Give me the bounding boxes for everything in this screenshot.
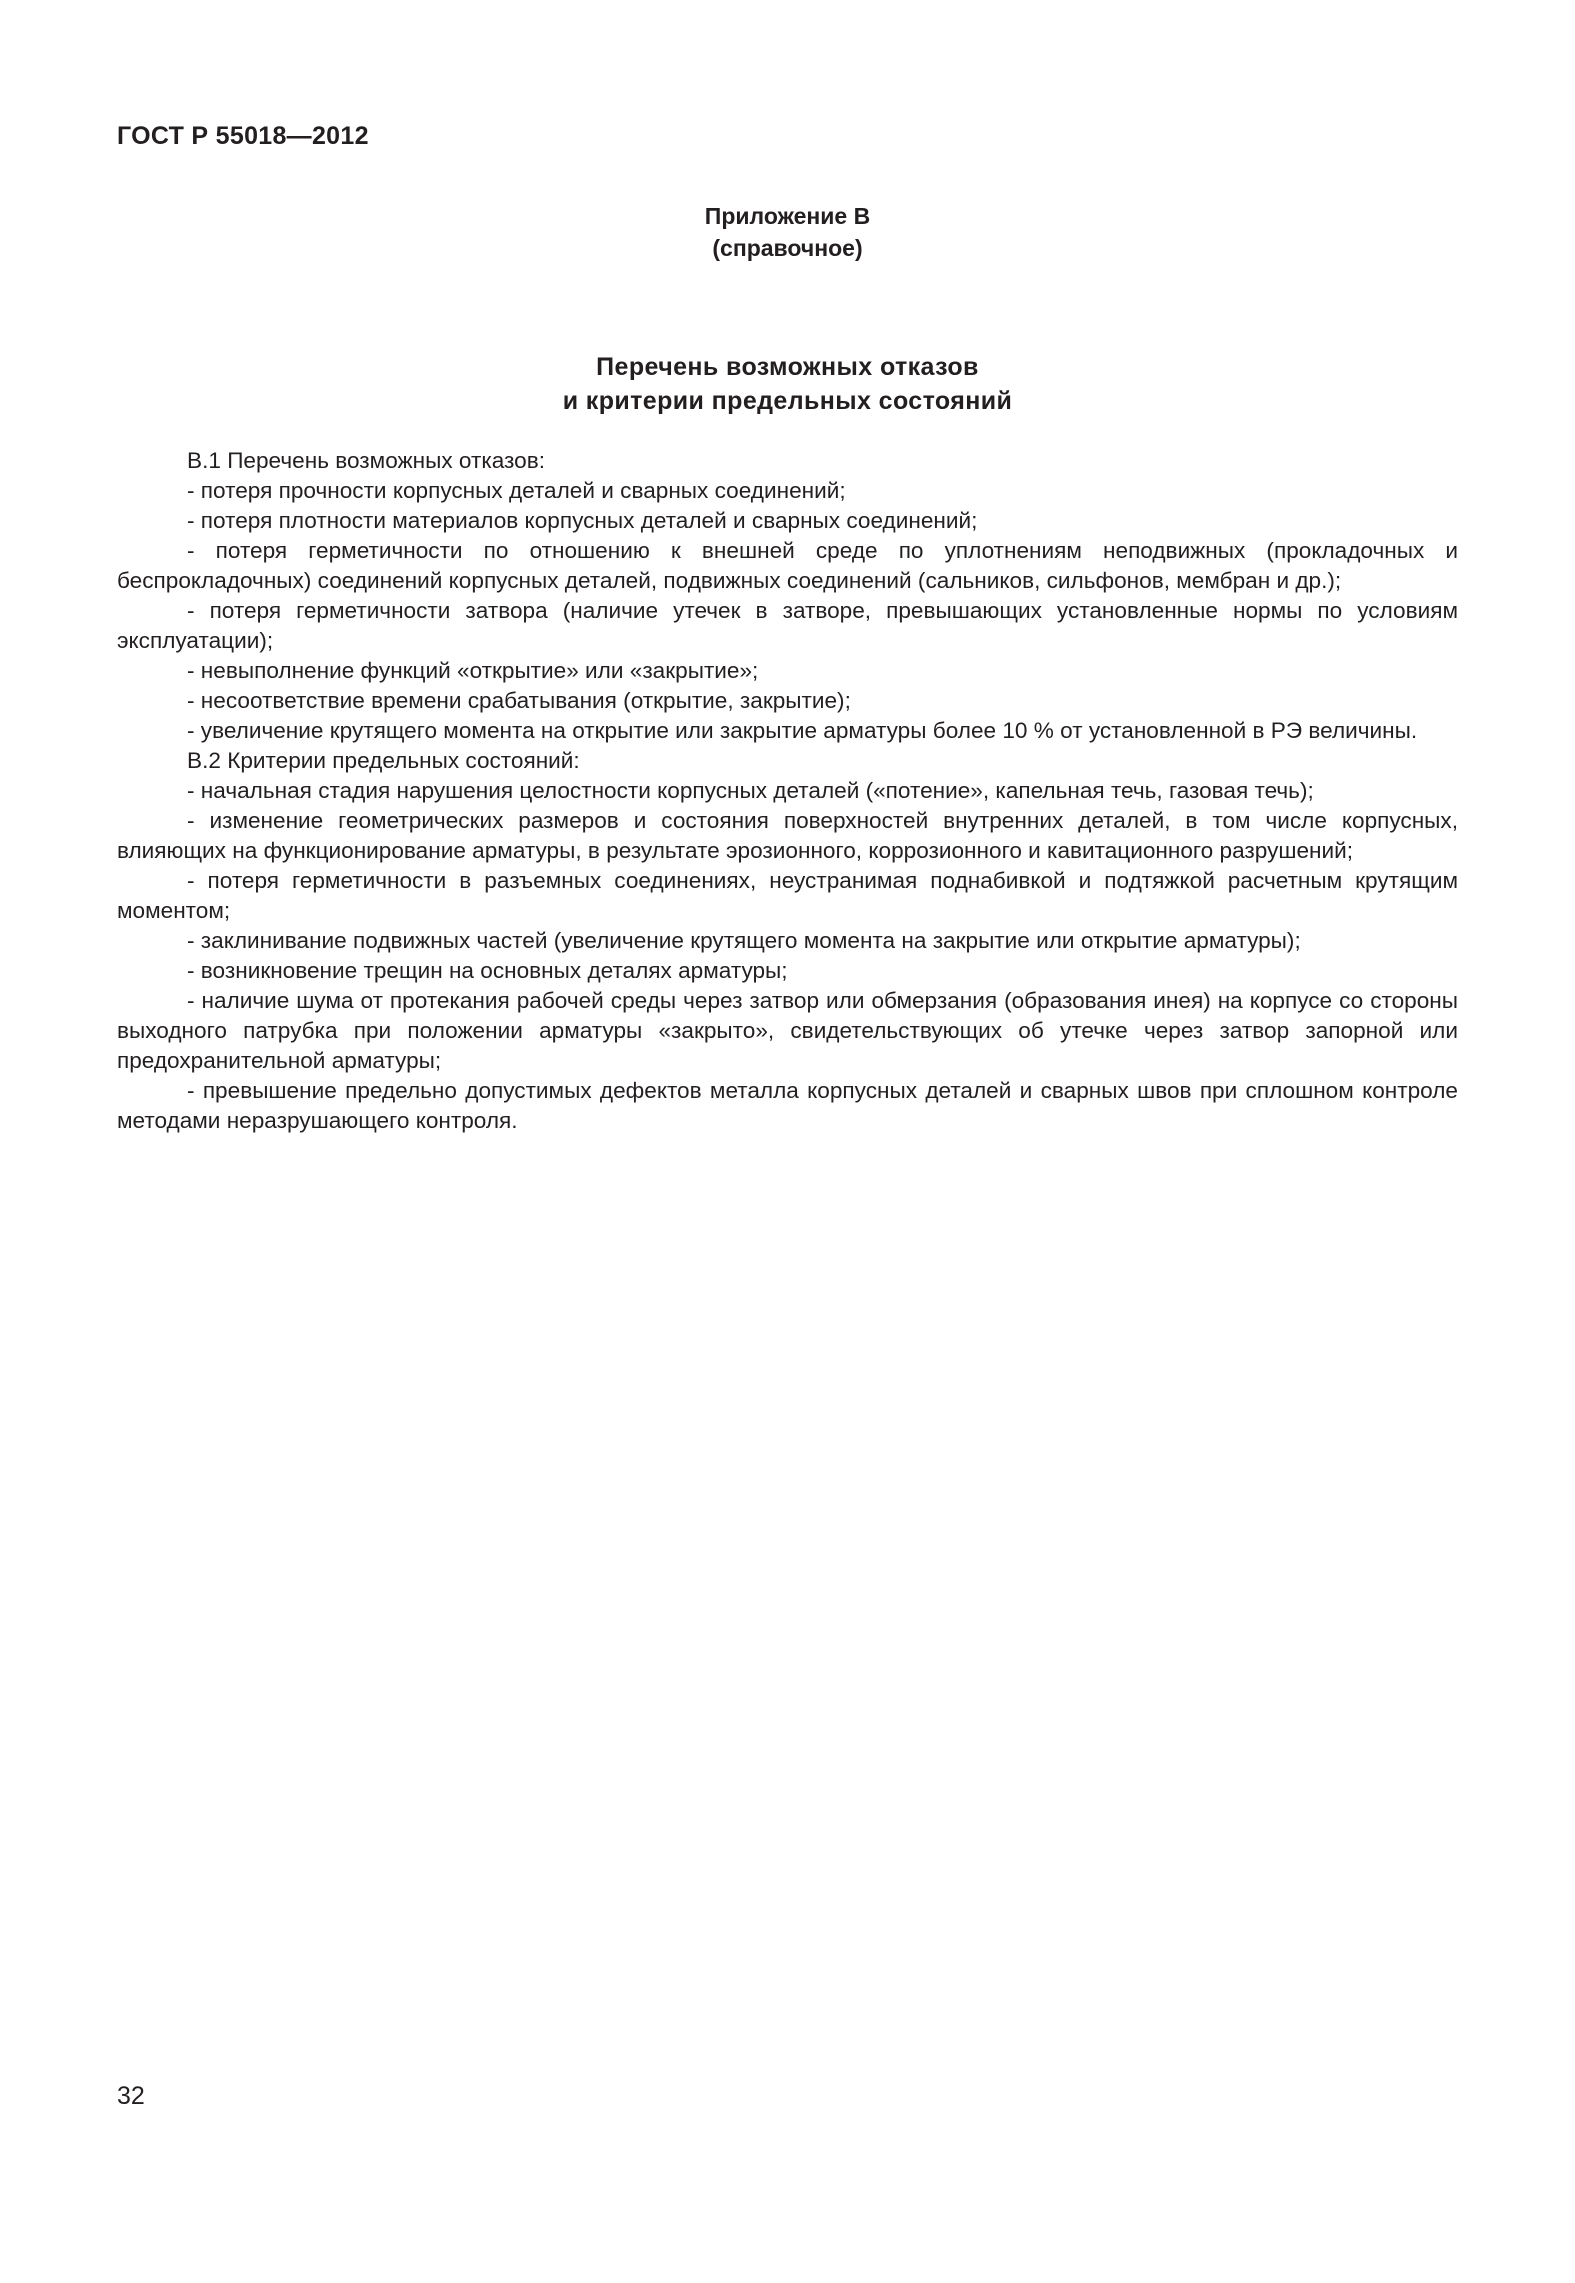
- annex-heading: [0, 200, 1575, 264]
- paragraph: - потеря герметичности по отношению к внешней среде по уплотнениям неподвижных (прокладочных и беспрокладочных) соединений корпусных деталей, подвижных соединений (сальников, сильфонов, мембран и др.);: [117, 538, 1458, 593]
- paragraph: - потеря герметичности в разъемных соединениях, неустранимая поднабивкой и подтяжкой расчетным крутящим моментом;: [117, 868, 1458, 923]
- paragraph: - возникновение трещин на основных деталях арматуры;: [187, 958, 788, 983]
- paragraph: - потеря плотности материалов корпусных деталей и сварных соединений;: [187, 508, 978, 533]
- section-title-line-2: и критерии предельных состояний: [562, 387, 1013, 415]
- paragraph: - увеличение крутящего момента на открытие или закрытие арматуры более 10 % от установленной в РЭ величины.: [187, 718, 1418, 743]
- paragraph: В.2 Критерии предельных состояний:: [187, 748, 580, 773]
- paragraph: В.1 Перечень возможных отказов:: [187, 448, 545, 473]
- paragraph: - заклинивание подвижных частей (увеличение крутящего момента на закрытие или открытие арматуры);: [187, 928, 1301, 953]
- paragraph: - изменение геометрических размеров и состояния поверхностей внутренних деталей, в том числе корпусных, влияющих на функционирование арматуры, в результате эрозионного, коррозионного и кавитационного разрушений;: [117, 808, 1458, 863]
- paragraph: - невыполнение функций «открытие» или «закрытие»;: [187, 658, 759, 683]
- page-number: 32: [117, 2082, 145, 2110]
- paragraph: - несоответствие времени срабатывания (открытие, закрытие);: [187, 688, 851, 713]
- document-body: [117, 446, 1458, 1136]
- annex-title: Приложение В: [704, 203, 871, 229]
- paragraph: - потеря прочности корпусных деталей и сварных соединений;: [187, 478, 846, 503]
- section-title-line-1: Перечень возможных отказов: [596, 353, 979, 381]
- paragraph: - наличие шума от протекания рабочей среды через затвор или обмерзания (образования инея) на корпусе со стороны выходного патрубка при положении арматуры «закрыто», свидетельствующих об утечке через затвор запорной или предохранительной арматуры;: [117, 988, 1458, 1073]
- section-title: [0, 350, 1575, 418]
- annex-type: (справочное): [712, 235, 863, 261]
- paragraph: - превышение предельно допустимых дефектов металла корпусных деталей и сварных швов при сплошном контроле методами неразрушающего контроля.: [117, 1078, 1458, 1133]
- paragraph: - начальная стадия нарушения целостности корпусных деталей («потение», капельная течь, газовая течь);: [187, 778, 1314, 803]
- paragraph: - потеря герметичности затвора (наличие утечек в затворе, превышающих установленные нормы по условиям эксплуатации);: [117, 598, 1458, 653]
- standard-code: ГОСТ Р 55018—2012: [117, 122, 369, 150]
